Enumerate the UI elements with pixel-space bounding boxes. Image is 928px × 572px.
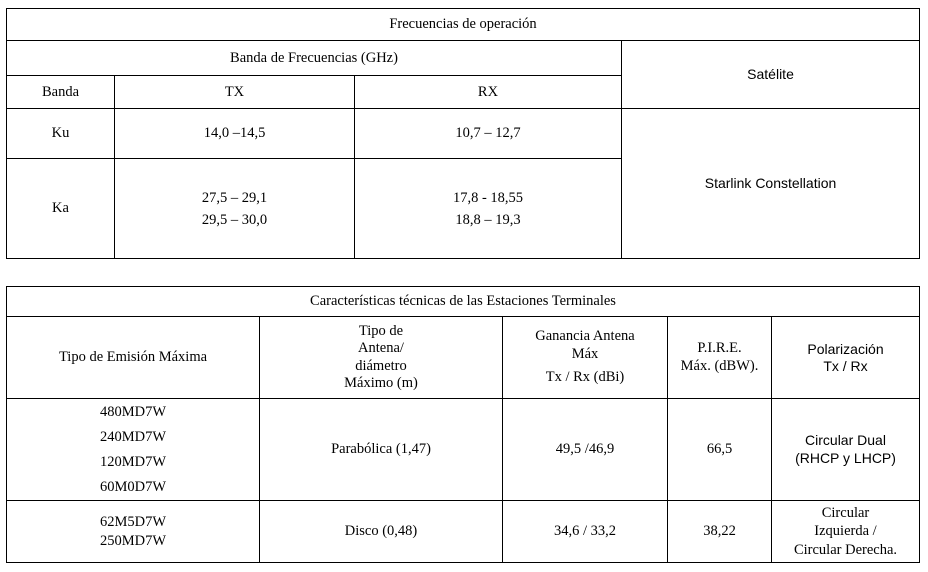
band-cell: Ka bbox=[7, 159, 115, 259]
satellite-header: Satélite bbox=[622, 41, 920, 109]
rx-cell bbox=[355, 159, 622, 259]
emission-cell: 480MD7W 240MD7W 120MD7W 60M0D7W bbox=[7, 399, 260, 501]
antenna-cell: Parabólica (1,47) bbox=[260, 399, 503, 501]
gain-cell: 49,5 /46,9 bbox=[503, 399, 668, 501]
satellite-cell: Starlink Constellation bbox=[622, 109, 920, 259]
rx-header: RX bbox=[355, 76, 622, 109]
rx-cell: 10,7 – 12,7 bbox=[355, 109, 622, 159]
terminal-table-title: Características técnicas de las Estaciones Terminales bbox=[7, 287, 920, 317]
rx-range: 17,8 - 18,55 bbox=[452, 189, 524, 206]
frequency-table bbox=[6, 8, 920, 259]
table-row bbox=[7, 399, 920, 501]
tx-cell bbox=[115, 159, 355, 259]
antenna-cell: Disco (0,48) bbox=[260, 501, 503, 563]
tx-range: 27,5 – 29,1 bbox=[201, 189, 268, 206]
band-cell: Ku bbox=[7, 109, 115, 159]
frequency-table-title: Frecuencias de operación bbox=[7, 9, 920, 41]
band-group-header: Banda de Frecuencias (GHz) bbox=[7, 41, 622, 76]
table-row bbox=[7, 501, 920, 563]
table-row bbox=[7, 109, 920, 159]
gain-header: Ganancia Antena Máx Tx / Rx (dBi) bbox=[503, 317, 668, 399]
tx-cell: 14,0 –14,5 bbox=[115, 109, 355, 159]
pire-cell: 66,5 bbox=[668, 399, 772, 501]
gain-cell: 34,6 / 33,2 bbox=[503, 501, 668, 563]
polarization-cell: Circular Izquierda / Circular Derecha. bbox=[772, 501, 920, 563]
tx-header: TX bbox=[115, 76, 355, 109]
terminal-characteristics-table bbox=[6, 286, 920, 563]
emission-header: Tipo de Emisión Máxima bbox=[7, 317, 260, 399]
polarization-header: Polarización Tx / Rx bbox=[772, 317, 920, 399]
tx-range: 29,5 – 30,0 bbox=[201, 211, 268, 228]
antenna-header: Tipo de Antena/ diámetro Máximo (m) bbox=[260, 317, 503, 399]
band-header: Banda bbox=[7, 76, 115, 109]
polarization-cell: Circular Dual (RHCP y LHCP) bbox=[772, 399, 920, 501]
pire-cell: 38,22 bbox=[668, 501, 772, 563]
pire-header: P.I.R.E. Máx. (dBW). bbox=[668, 317, 772, 399]
rx-range: 18,8 – 19,3 bbox=[455, 211, 521, 228]
emission-cell: 62M5D7W 250MD7W bbox=[7, 501, 260, 563]
